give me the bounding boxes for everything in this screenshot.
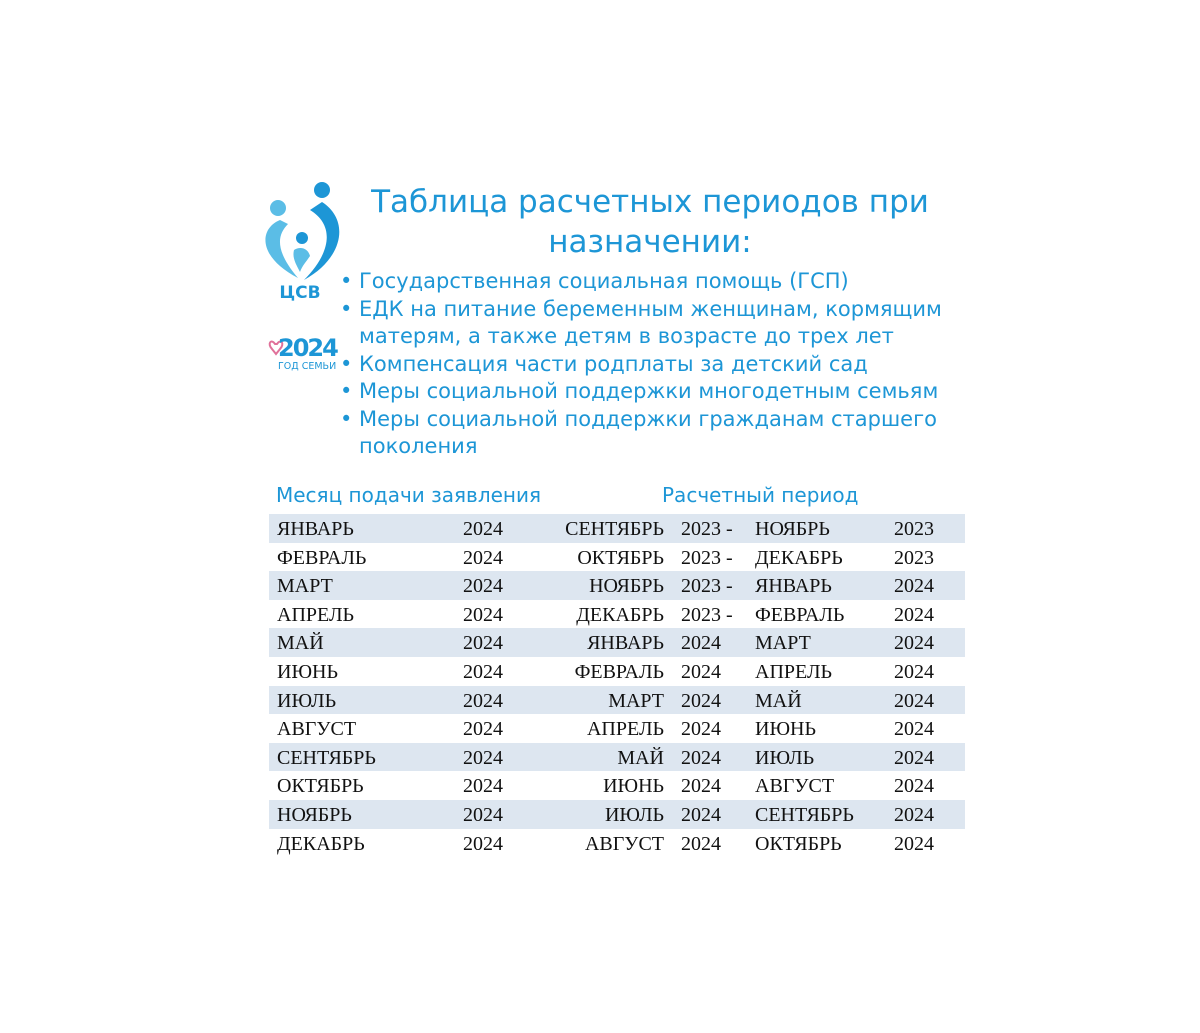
cell-period-end-year: 2024: [894, 689, 934, 712]
cell-period-start-year: 2024: [681, 660, 721, 683]
logo-head-left: [270, 200, 286, 216]
logo-heart-left: [265, 220, 298, 278]
cell-period-start-month: МАЙ: [617, 746, 664, 769]
csv-logo: [258, 180, 348, 305]
cell-application-month: ЯНВАРЬ: [277, 518, 354, 540]
cell-period-start-month: АВГУСТ: [584, 832, 664, 855]
cell-application-month: АВГУСТ: [277, 718, 357, 741]
cell-period-start-month: ДЕКАБРЬ: [576, 603, 664, 626]
cell-application-month: АПРЕЛЬ: [277, 603, 355, 626]
header-calculation-period: Расчетный период: [662, 483, 859, 507]
year-of-family-logo: [268, 330, 340, 374]
table-row: [269, 543, 965, 572]
table-row: [269, 686, 965, 715]
cell-application-year: 2024: [463, 518, 503, 540]
cell-application-year: 2024: [463, 689, 503, 712]
list-item: [340, 268, 980, 296]
cell-period-start-month: ФЕВРАЛЬ: [574, 660, 664, 683]
cell-period-start-year: 2024: [681, 832, 721, 855]
logo-heart-right: [304, 202, 339, 280]
cell-period-start-year: 2024: [681, 775, 721, 798]
cell-period-end-month: ДЕКАБРЬ: [755, 546, 843, 569]
cell-application-year: 2024: [463, 660, 503, 683]
cell-application-year: 2024: [463, 632, 503, 655]
cell-period-start-month: ОКТЯБРЬ: [577, 546, 664, 569]
cell-period-start-month: НОЯБРЬ: [589, 575, 664, 598]
cell-period-end-month: АПРЕЛЬ: [755, 660, 833, 683]
logo-head-right: [314, 182, 330, 198]
logo-body-child: [293, 248, 310, 272]
cell-period-start-month: ЯНВАРЬ: [587, 632, 664, 655]
cell-period-start-year: 2023 -: [681, 546, 733, 569]
list-item: [340, 378, 980, 406]
list-item-text: Государственная социальная помощь (ГСП): [359, 269, 849, 293]
cell-period-end-month: НОЯБРЬ: [755, 518, 830, 540]
cell-period-start-month: МАРТ: [608, 689, 664, 712]
cell-application-month: ИЮЛЬ: [277, 689, 337, 712]
cell-period-end-year: 2024: [894, 632, 934, 655]
bullet-icon: •: [340, 269, 353, 293]
cell-period-start-year: 2024: [681, 803, 721, 826]
cell-period-start-year: 2024: [681, 689, 721, 712]
list-item-text: Меры социальной поддержки гражданам старшего поколения: [359, 406, 937, 458]
cell-period-start-month: ИЮНЬ: [603, 775, 664, 798]
list-item: [340, 351, 980, 379]
cell-period-start-year: 2024: [681, 718, 721, 741]
cell-application-month: ИЮНЬ: [277, 660, 338, 683]
table-row: [269, 771, 965, 800]
table-row: [269, 571, 965, 600]
cell-period-start-month: ИЮЛЬ: [604, 803, 664, 826]
cell-application-year: 2024: [463, 546, 503, 569]
cell-period-start-year: 2024: [681, 746, 721, 769]
table-row: [269, 600, 965, 629]
cell-period-end-month: ИЮНЬ: [755, 718, 816, 741]
cell-application-month: СЕНТЯБРЬ: [277, 746, 376, 769]
cell-application-year: 2024: [463, 575, 503, 598]
bullet-icon: •: [340, 406, 353, 431]
logo-head-child: [296, 232, 308, 244]
table-row: [269, 657, 965, 686]
cell-period-start-month: СЕНТЯБРЬ: [565, 518, 664, 540]
cell-period-start-year: 2024: [681, 632, 721, 655]
list-item: [340, 296, 980, 351]
cell-application-month: ОКТЯБРЬ: [277, 775, 364, 798]
periods-table: [269, 514, 965, 857]
table-row: [269, 714, 965, 743]
cell-period-end-year: 2024: [894, 603, 934, 626]
cell-period-start-year: 2023 -: [681, 575, 733, 598]
cell-application-month: МАРТ: [277, 575, 333, 598]
cell-period-end-year: 2024: [894, 746, 934, 769]
cell-application-month: ДЕКАБРЬ: [277, 832, 365, 855]
table-row: [269, 829, 965, 858]
bullet-icon: •: [340, 351, 353, 376]
cell-period-end-year: 2023: [894, 546, 934, 569]
cell-period-end-year: 2024: [894, 803, 934, 826]
benefits-list: [340, 268, 980, 461]
cell-period-start-year: 2023 -: [681, 518, 733, 540]
table-row: [269, 514, 965, 543]
cell-period-end-year: 2024: [894, 832, 934, 855]
cell-application-month: НОЯБРЬ: [277, 803, 352, 826]
cell-application-year: 2024: [463, 746, 503, 769]
cell-period-end-month: ОКТЯБРЬ: [755, 832, 842, 855]
logo-org-label: ЦСВ: [279, 283, 321, 303]
header-application-month: Месяц подачи заявления: [276, 483, 542, 507]
logo-year-caption: ГОД СЕМЬИ: [278, 361, 337, 372]
cell-period-end-month: СЕНТЯБРЬ: [755, 803, 854, 826]
list-item: [340, 406, 980, 461]
cell-period-end-year: 2024: [894, 660, 934, 683]
cell-period-end-month: ИЮЛЬ: [755, 746, 815, 769]
cell-application-year: 2024: [463, 775, 503, 798]
cell-period-end-month: АВГУСТ: [755, 775, 835, 798]
cell-period-start-year: 2023 -: [681, 603, 733, 626]
cell-application-month: ФЕВРАЛЬ: [277, 546, 367, 569]
bullet-icon: •: [340, 296, 353, 321]
list-item-text: Компенсация части родплаты за детский сад: [359, 351, 868, 376]
page-title: Таблица расчетных периодов при назначении:: [371, 184, 929, 260]
cell-period-end-year: 2024: [894, 775, 934, 798]
list-item-text: ЕДК на питание беременным женщинам, кормящим матерям, а также детям в возрасте до трех лет: [359, 296, 942, 348]
table-row: [269, 800, 965, 829]
table-row: [269, 743, 965, 772]
cell-application-year: 2024: [463, 803, 503, 826]
cell-application-year: 2024: [463, 832, 503, 855]
list-item-text: Меры социальной поддержки многодетным семьям: [359, 379, 939, 403]
cell-application-year: 2024: [463, 718, 503, 741]
cell-period-start-month: АПРЕЛЬ: [586, 718, 664, 741]
cell-period-end-year: 2024: [894, 718, 934, 741]
cell-period-end-year: 2023: [894, 518, 934, 540]
cell-period-end-month: ФЕВРАЛЬ: [755, 603, 845, 626]
cell-period-end-month: ЯНВАРЬ: [755, 575, 832, 598]
bullet-icon: •: [340, 379, 353, 403]
cell-application-month: МАЙ: [277, 632, 324, 655]
cell-application-year: 2024: [463, 603, 503, 626]
table-row: [269, 628, 965, 657]
cell-period-end-year: 2024: [894, 575, 934, 598]
cell-period-end-month: МАРТ: [755, 632, 811, 655]
cell-period-end-month: МАЙ: [755, 689, 802, 712]
logo-year-label: 2024: [278, 334, 337, 362]
